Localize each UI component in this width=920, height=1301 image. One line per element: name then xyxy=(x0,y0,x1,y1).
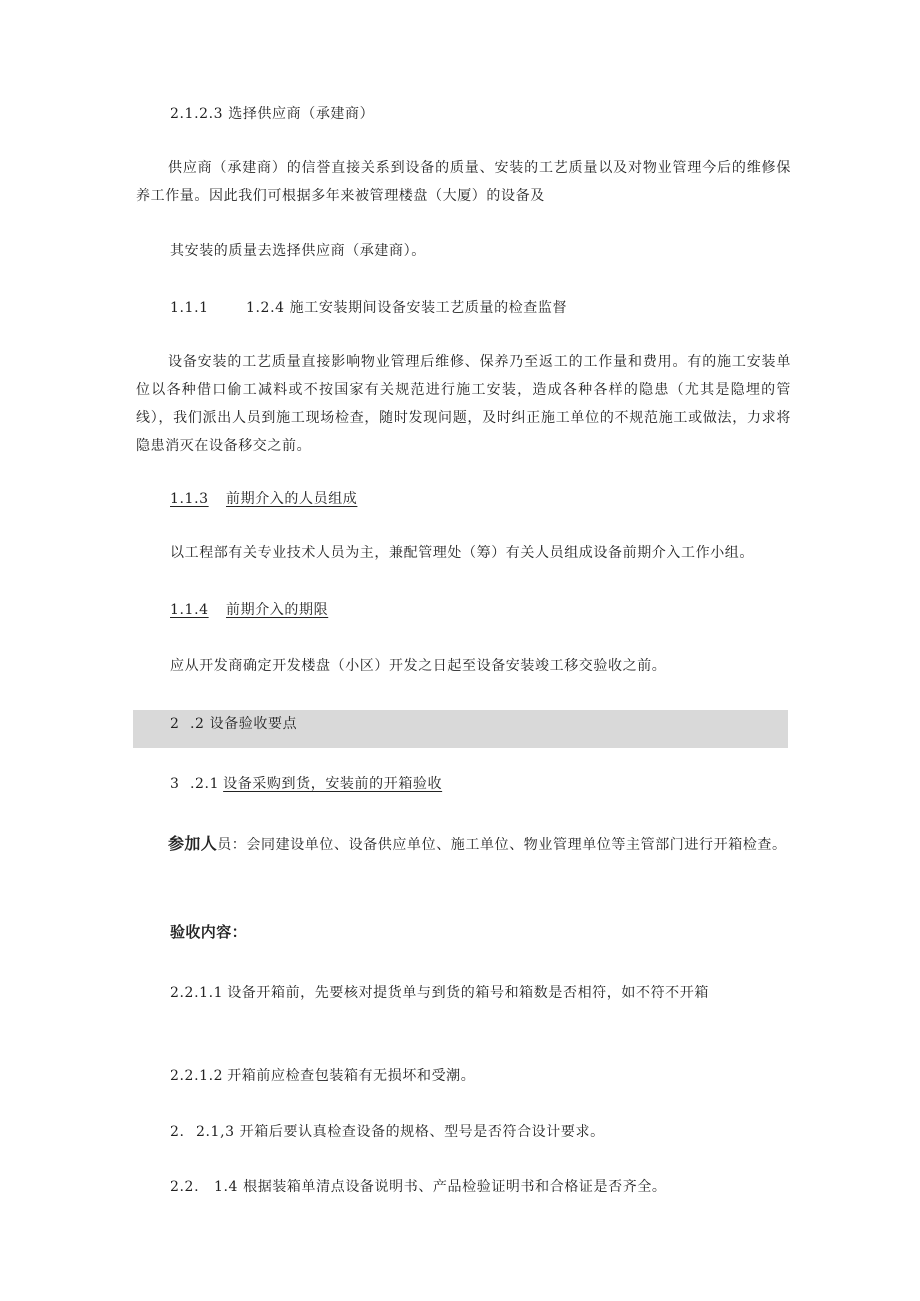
item-number: 2.2.1.2 xyxy=(170,1068,224,1084)
section-heading-1-1-3 xyxy=(170,489,357,509)
section-number: 1.1.3 xyxy=(170,491,209,507)
participants-label: 参加人 xyxy=(168,834,218,853)
paragraph-text: 其安装的质量去选择供应商（承建商）。 xyxy=(170,243,426,259)
section-number: 1.1.4 xyxy=(170,602,209,618)
section-title: 设备采购到货，安装前的开箱验收 xyxy=(223,776,443,792)
heading-text: 2.1.2.3 选择供应商（承建商） xyxy=(170,106,375,122)
item-number: 2. xyxy=(170,1124,185,1140)
section-title: 前期介入的人员组成 xyxy=(226,491,358,507)
paragraph-supplier xyxy=(136,154,791,210)
paragraph-text: 供应商（承建商）的信誉直接关系到设备的质量、安装的工艺质量以及对物业管理今后的维修保养工作量。因此我们可根据多年来被管理楼盘（大厦）的设备及 xyxy=(136,160,791,204)
section-number: 3 xyxy=(170,776,180,792)
item-text: 1.4 根据装箱单清点设备说明书、产品检验证明书和合格证是否齐全。 xyxy=(214,1179,667,1195)
section-title: 1.2.4 施工安装期间设备安装工艺质量的检查监督 xyxy=(246,300,568,316)
list-item xyxy=(170,1177,667,1197)
item-number: 2.2. xyxy=(170,1179,200,1195)
paragraph-personnel xyxy=(170,543,754,563)
item-text: 2.1,3 开箱后要认真检查设备的规格、型号是否符合设计要求。 xyxy=(196,1124,605,1140)
paragraph-text: 以工程部有关专业技术人员为主，兼配管理处（筹）有关人员组成设备前期介入工作小组。 xyxy=(170,545,754,561)
content-label xyxy=(170,922,247,942)
section-heading-2-2 xyxy=(170,714,297,734)
list-item xyxy=(170,1066,475,1086)
section-heading-2-2-1 xyxy=(170,774,442,794)
item-text: 设备开箱前，先要核对提货单与到货的箱号和箱数是否相符，如不符不开箱 xyxy=(227,985,709,1001)
section-number: 1.1.1 xyxy=(170,300,209,316)
section-prefix: .2.1 xyxy=(190,776,220,792)
list-item xyxy=(170,1122,605,1142)
paragraph-text: 设备安装的工艺质量直接影响物业管理后维修、保养乃至返工的工作量和费用。有的施工安装单位以各种借口偷工减料或不按国家有关规范进行施工安装，造成各种各样的隐患（尤其是隐埋的管线），我们派出人员到施工现场检查，随时发现问题，及时纠正施工单位的不规范施工或做法，力求将隐患消灭在设备移交之前。 xyxy=(136,354,791,454)
content-label-text: 验收内容： xyxy=(170,923,248,941)
section-number: 2 xyxy=(170,716,180,732)
item-number: 2.2.1.1 xyxy=(170,985,224,1001)
section-heading-2-1-2-3 xyxy=(170,104,374,124)
paragraph-supplier-cont xyxy=(170,237,790,265)
paragraph-text: 应从开发商确定开发楼盘（小区）开发之日起至设备安装竣工移交验收之前。 xyxy=(170,658,667,674)
paragraph-text: 员：会同建设单位、设备供应单位、施工单位、物业管理单位等主管部门进行开箱检查。 xyxy=(217,837,787,853)
paragraph-quality xyxy=(136,348,791,460)
section-heading-1-1-4 xyxy=(170,600,328,620)
paragraph-period xyxy=(170,656,666,676)
item-text: 开箱前应检查包装箱有无损坏和受潮。 xyxy=(227,1068,476,1084)
section-heading-1-1-1 xyxy=(170,298,567,318)
list-item xyxy=(170,983,709,1003)
paragraph-participants xyxy=(136,830,791,859)
section-title: .2 设备验收要点 xyxy=(190,716,298,732)
section-title: 前期介入的期限 xyxy=(226,602,329,618)
